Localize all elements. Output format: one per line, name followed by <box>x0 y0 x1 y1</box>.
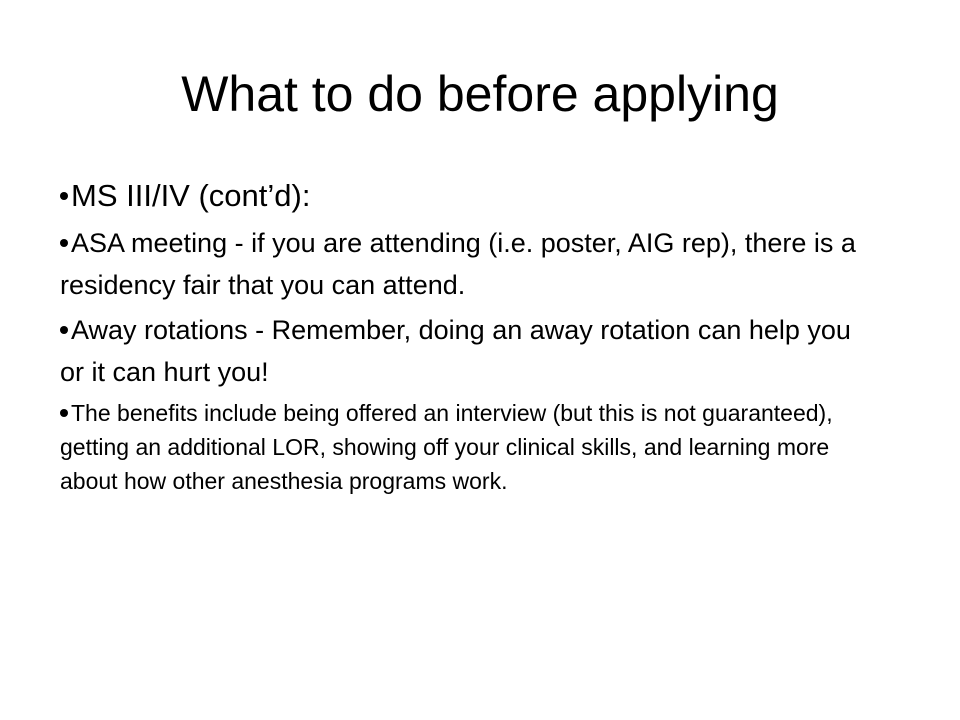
bullet-icon <box>60 239 68 247</box>
bullet-item-asa-meeting <box>60 222 860 306</box>
bullet-item-ms-iii-iv <box>60 176 860 216</box>
bullet-item-away-rotations <box>60 309 860 393</box>
bullet-text: MS III/IV (cont’d): <box>71 178 311 213</box>
bullet-list <box>60 176 860 498</box>
bullet-icon <box>60 409 68 417</box>
bullet-text: ASA meeting - if you are attending (i.e. poster, AIG rep), there is a residency fair that you can attend. <box>60 228 856 300</box>
bullet-icon <box>60 326 68 334</box>
bullet-item-benefits <box>60 396 860 498</box>
bullet-text: Away rotations - Remember, doing an away rotation can help you or it can hurt you! <box>60 315 851 387</box>
bullet-text: The benefits include being offered an interview (but this is not guaranteed), getting an additional LOR, showing off your clinical skills, and learning more about how other anesthesia programs work. <box>60 400 833 494</box>
bullet-icon <box>60 192 68 200</box>
slide-title: What to do before applying <box>181 66 779 122</box>
